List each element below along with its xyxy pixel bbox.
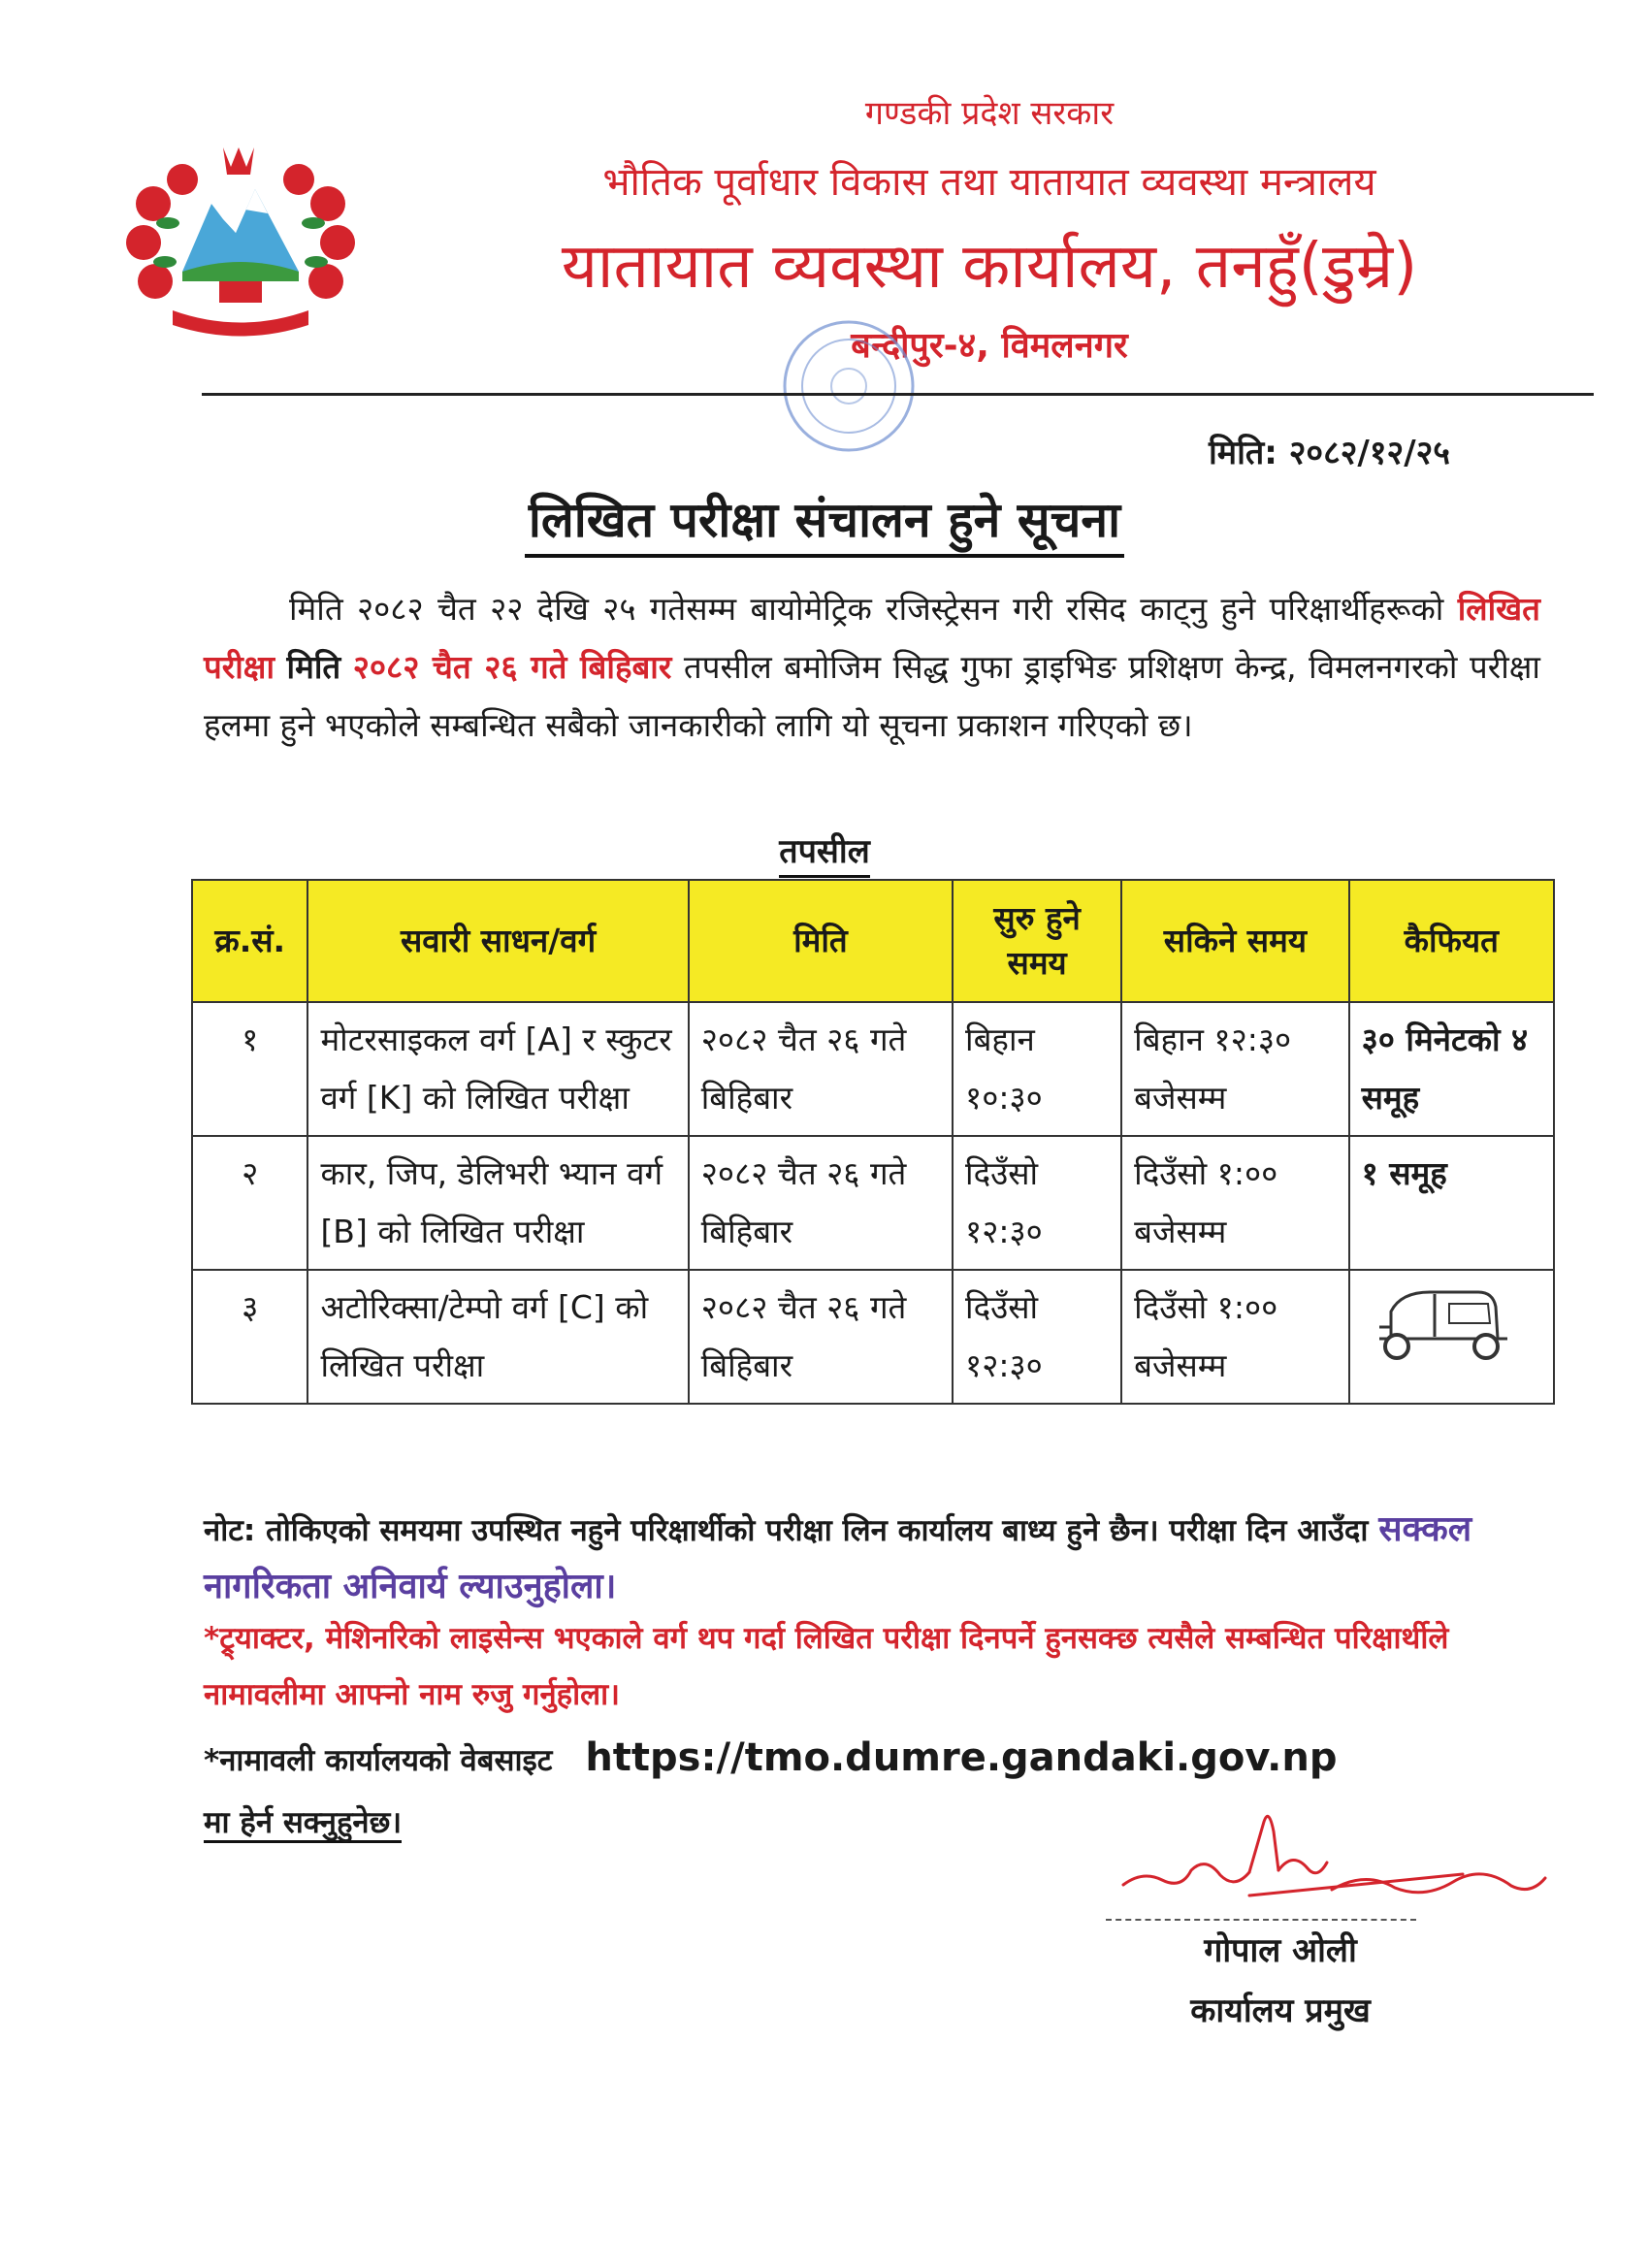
row1-start: बिहान १०:३० <box>953 1002 1121 1136</box>
note-attendance-text: नोट: तोकिएको समयमा उपस्थित नहुने परिक्षार्थीको परीक्षा लिन कार्यालय बाध्य हुने छैन। परीक्षा दिन आउँदा <box>204 1513 1369 1548</box>
col-header-sn: क्र.सं. <box>192 880 307 1002</box>
note-website-tail: मा हेर्न सक्नुहुनेछ। <box>204 1805 402 1843</box>
col-header-end: सकिने समय <box>1121 880 1348 1002</box>
ministry-line: भौतिक पूर्वाधार विकास तथा यातायात व्यवस्था मन्त्रालय <box>602 160 1376 205</box>
signer-designation: कार्यालय प्रमुख <box>1190 1992 1371 2030</box>
row1-remark: ३० मिनेटको ४ समूह <box>1349 1002 1554 1136</box>
row2-end: दिउँसो १:०० बजेसम्म <box>1121 1136 1348 1270</box>
notice-date: मिति: २०८२/१२/२५ <box>1208 434 1450 472</box>
body-exam-date: २०८२ चैत २६ गते बिहिबार <box>352 648 672 686</box>
note-website-label: *नामावली कार्यालयको वेबसाइट <box>204 1743 553 1778</box>
tapasil-heading-wrap <box>0 827 1649 872</box>
office-address: बन्दीपुर-४, विमलनगर <box>851 326 1128 366</box>
col-header-vehicle: सवारी साधन/वर्ग <box>307 880 688 1002</box>
notice-title: लिखित परीक्षा संचालन हुने सूचना <box>525 492 1124 558</box>
row2-start: दिउँसो १२:३० <box>953 1136 1121 1270</box>
note-attendance <box>204 1502 1542 1616</box>
note-citizenship: सक्कल नागरिकता अनिवार्य ल्याउनुहोला। <box>204 1509 1472 1606</box>
row3-remark <box>1349 1270 1554 1404</box>
notice-title-wrap <box>0 485 1649 551</box>
row1-vehicle: मोटरसाइकल वर्ग [A] र स्कुटर वर्ग [K] को लिखित परीक्षा <box>307 1002 688 1136</box>
row2-date: २०८२ चैत २६ गते बिहिबार <box>689 1136 953 1270</box>
province-government-line: गण्डकी प्रदेश सरकार <box>864 94 1115 133</box>
row3-end: दिउँसो १:०० बजेसम्म <box>1121 1270 1348 1404</box>
signer-name: गोपाल ओली <box>1204 1931 1357 1970</box>
website-link[interactable]: https://tmo.dumre.gandaki.gov.np <box>585 1735 1338 1780</box>
row1-sn: १ <box>192 1002 307 1136</box>
row2-remark: १ समूह <box>1349 1136 1554 1270</box>
row3-sn: ३ <box>192 1270 307 1404</box>
row1-date: २०८२ चैत २६ गते बिहिबार <box>689 1002 953 1136</box>
note-tractor: *ट्र्याक्टर, मेशिनरिको लाइसेन्स भएकाले वर्ग थप गर्दा लिखित परीक्षा दिनपर्ने हुनसक्छ त्यसैले सम्बन्धित परिक्षार्थीले नामावलीमा आफ्नो नाम रुजु गर्नुहोला। <box>204 1621 1449 1712</box>
table-row <box>192 1002 1554 1136</box>
row3-start: दिउँसो १२:३० <box>953 1270 1121 1404</box>
body-date-word: मिति <box>286 648 341 686</box>
body-rest: तपसील बमोजिम सिद्ध गुफा ड्राइभिङ प्रशिक्षण केन्द्र, विमलनगरको परीक्षा हलमा हुने भएकोले सम्बन्धित सबैको जानकारीको लागि यो सूचना प्रकाशन गरिएको छ। <box>204 648 1540 744</box>
row2-vehicle: कार, जिप, डेलिभरी भ्यान वर्ग [B] को लिखित परीक्षा <box>307 1136 688 1270</box>
tapasil-heading: तपसील <box>779 832 870 878</box>
body-line1: मिति २०८२ चैत २२ देखि २५ गतेसम्म बायोमेट्रिक रजिस्ट्रेसन गरी रसिद काट्नु हुने परिक्षार्थीहरूको <box>289 590 1444 628</box>
table-header-row <box>192 880 1554 1002</box>
table-row <box>192 1270 1554 1404</box>
table-row <box>192 1136 1554 1270</box>
autorickshaw-icon <box>1362 1282 1517 1364</box>
row3-vehicle: अटोरिक्सा/टेम्पो वर्ग [C] को लिखित परीक्षा <box>307 1270 688 1404</box>
nepal-emblem-icon <box>114 136 367 344</box>
signature-icon <box>1114 1802 1560 1928</box>
office-stamp-icon <box>747 308 951 464</box>
exam-schedule-table <box>191 879 1555 1405</box>
col-header-date: मिति <box>689 880 953 1002</box>
signature-line <box>1106 1919 1416 1921</box>
row3-date: २०८२ चैत २६ गते बिहिबार <box>689 1270 953 1404</box>
body-exam-label: लिखित परीक्षा <box>204 590 1540 686</box>
col-header-start: सुरु हुने समय <box>953 880 1121 1002</box>
row2-sn: २ <box>192 1136 307 1270</box>
header-divider <box>202 393 1594 396</box>
notice-body <box>204 580 1540 755</box>
office-name: यातायात व्यवस्था कार्यालय, तनहुँ(डुम्रे) <box>561 231 1418 303</box>
col-header-remark: कैफियत <box>1349 880 1554 1002</box>
row1-end: बिहान १२:३० बजेसम्म <box>1121 1002 1348 1136</box>
